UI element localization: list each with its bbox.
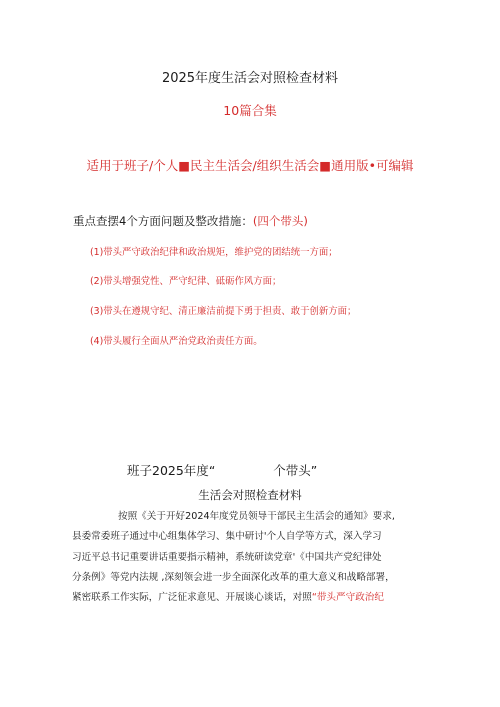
body-line-5	[72, 588, 432, 608]
body-line-4: 分条例》等党内法规 ,深刻领会进一步全面深化改革的重大意义和战略部署，	[72, 571, 395, 583]
focus-heading-text: 重点查摆4个方面问题及整改措施：	[73, 214, 253, 228]
document-title-line2: 生活会对照检查材料	[198, 488, 302, 502]
focus-item-3: (3)带头在遵规守纪、清正廉洁前提下勇于担责、敢于创新方面；	[90, 306, 357, 317]
body-line-1: 按照《关于开好2024年度党员领导干部民主生活会的通知》要求,	[118, 511, 395, 522]
page-subtitle: 10篇合集	[223, 103, 277, 118]
document-title-part1: 班子2025年度	[127, 463, 209, 478]
body-line-5-text: 紧密联系工作实际，广泛征求意见、开展谈心谈话，对照	[72, 592, 312, 604]
applies-to-line: 适用于班子/个人■民主生活会/组织生活会■通用版•可编辑	[86, 158, 414, 173]
body-line-3: 习近平总书记重要讲话重要指示精神，系统研读党章'《中国共产党纪律处	[72, 551, 382, 563]
focus-heading	[73, 213, 308, 229]
focus-item-2: (2)带头增强党性、严守纪律、砥砺作风方面；	[90, 276, 282, 287]
document-title	[127, 461, 317, 479]
focus-item-1: (1)带头严守政治纪律和政治规矩，维护党的团结统一方面；	[90, 247, 338, 258]
page-title: 2025年度生活会对照检查材料	[161, 71, 339, 86]
document-title-quote: “	[208, 463, 216, 478]
document-title-part2: 个带头”	[273, 463, 318, 478]
body-line-2: 县委常委班子通过中心组集体学习、集中研讨'个人自学等方式，深入学习	[72, 531, 382, 543]
document-body	[72, 507, 432, 608]
focus-heading-tag: (四个带头)	[252, 214, 308, 228]
focus-item-4: (4)带头履行全面从严治党政治责任方面。	[90, 336, 263, 347]
body-line-5-red: “带头严守政治纪	[311, 592, 384, 604]
